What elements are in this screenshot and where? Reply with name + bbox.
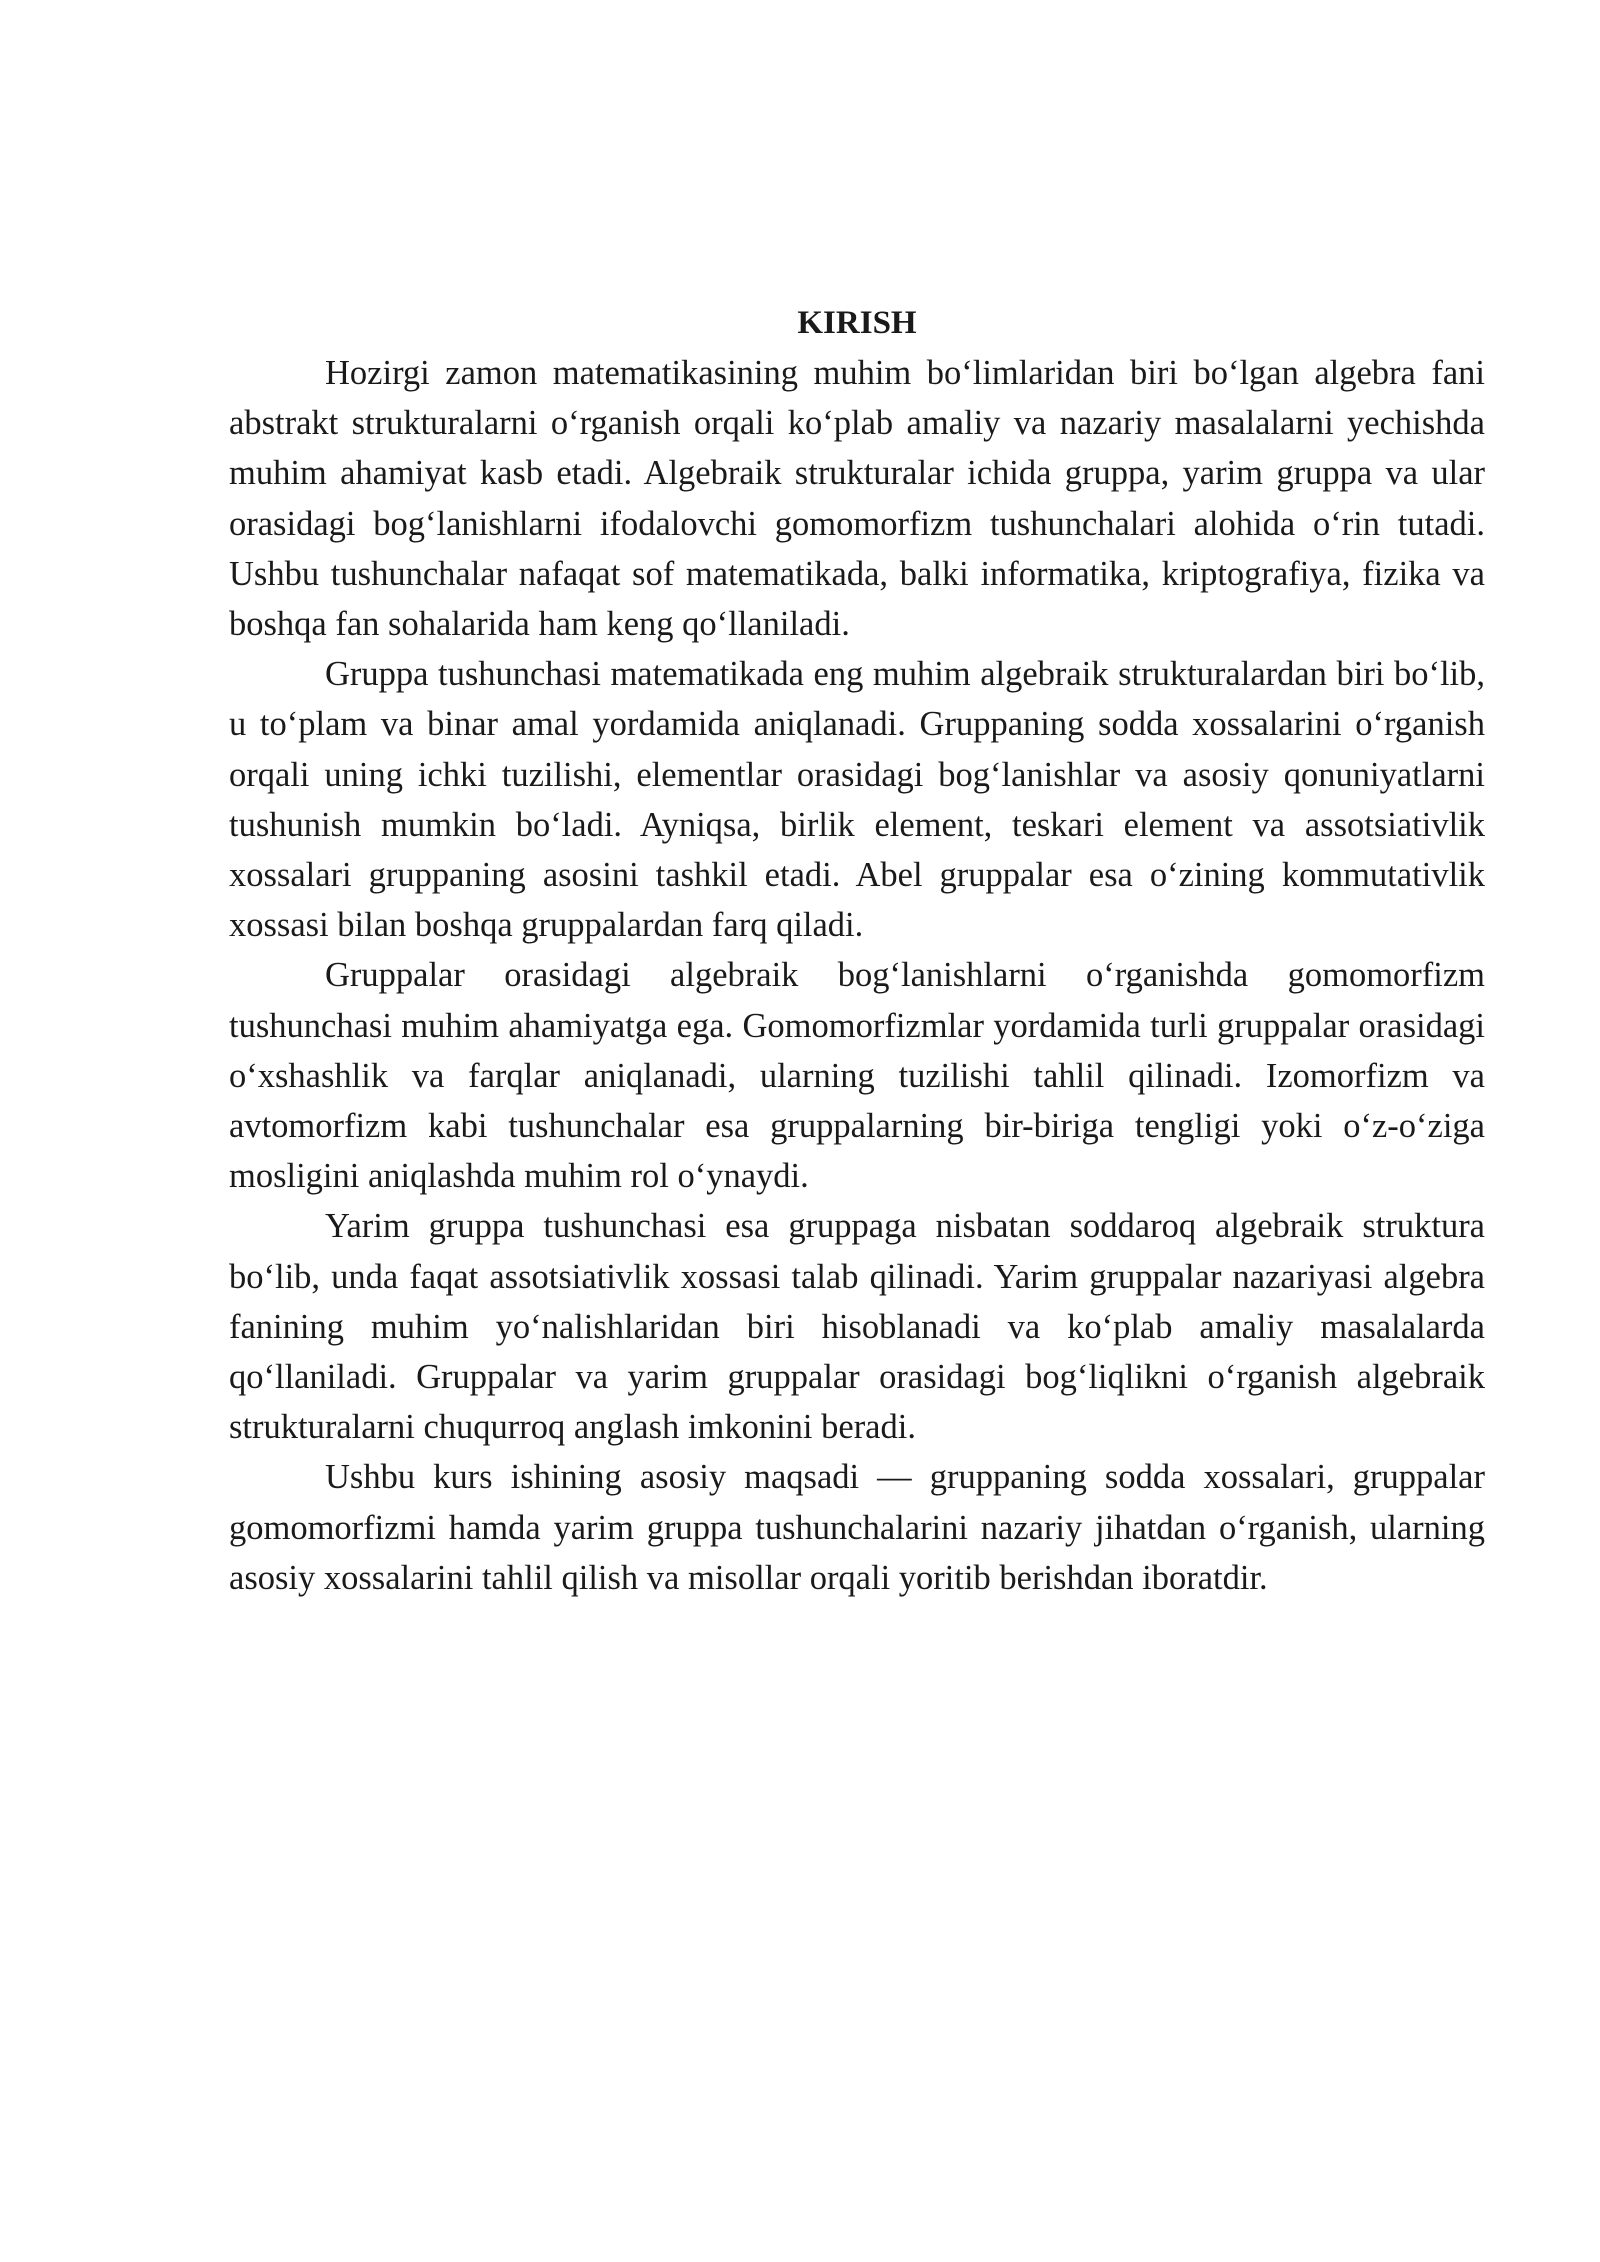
paragraph-1: Hozirgi zamon matematikasining muhim bo‘limlaridan biri bo‘lgan algebra fani abstrakt strukturalarni o‘rganish orqali ko‘plab amaliy va nazariy masalalarni yechishda muhim ahamiyat kasb etadi. Algebraik strukturalar ichida gruppa, yarim gruppa va ular orasidagi bog‘lanishlarni ifodalovchi gomomorfizm tushunchalari alohida o‘rin tutadi. Ushbu tushunchalar nafaqat sof matematikada, balki informatika, kriptografiya, fizika va boshqa fan sohalarida ham keng qo‘llaniladi. <box>229 354 1485 644</box>
paragraph-2: Gruppa tushunchasi matematikada eng muhim algebraik strukturalardan biri bo‘lib, u to‘plam va binar amal yordamida aniqlanadi. Gruppaning sodda xossalarini o‘rganish orqali uning ichki tuzilishi, elementlar orasidagi bog‘lanishlar va asosiy qonuniyatlarni tushunish mumkin bo‘ladi. Ayniqsa, birlik element, teskari element va assotsiativlik xossalari gruppaning asosini tashkil etadi. Abel gruppalar esa o‘zining kommutativlik xossasi bilan boshqa gruppalardan farq qiladi. <box>229 655 1485 945</box>
paragraph-3: Gruppalar orasidagi algebraik bog‘lanishlarni o‘rganishda gomomorfizm tushunchasi muhim ahamiyatga ega. Gomomorfizmlar yordamida turli gruppalar orasidagi o‘xshashlik va farqlar aniqlanadi, ularning tuzilishi tahlil qilinadi. Izomorfizm va avtomorfizm kabi tushunchalar esa gruppalarning bir-biriga tengligi yoki o‘z-o‘ziga mosligini aniqlashda muhim rol o‘ynaydi. <box>229 956 1485 1196</box>
document-body <box>229 298 1485 1603</box>
paragraph-4: Yarim gruppa tushunchasi esa gruppaga nisbatan soddaroq algebraik struktura bo‘lib, unda faqat assotsiativlik xossasi talab qilinadi. Yarim gruppalar nazariyasi algebra fanining muhim yo‘nalishlaridan biri hisoblanadi va ko‘plab amaliy masalalarda qo‘llaniladi. Gruppalar va yarim gruppalar orasidagi bog‘liqlikni o‘rganish algebraik strukturalarni chuqurroq anglash imkonini beradi. <box>229 1207 1485 1447</box>
paragraph-5: Ushbu kurs ishining asosiy maqsadi — gruppaning sodda xossalari, gruppalar gomomorfizmi hamda yarim gruppa tushunchalarini nazariy jihatdan o‘rganish, ularning asosiy xossalarini tahlil qilish va misollar orqali yoritib berishdan iboratdir. <box>229 1458 1485 1597</box>
document-title: KIRISH <box>797 305 917 341</box>
